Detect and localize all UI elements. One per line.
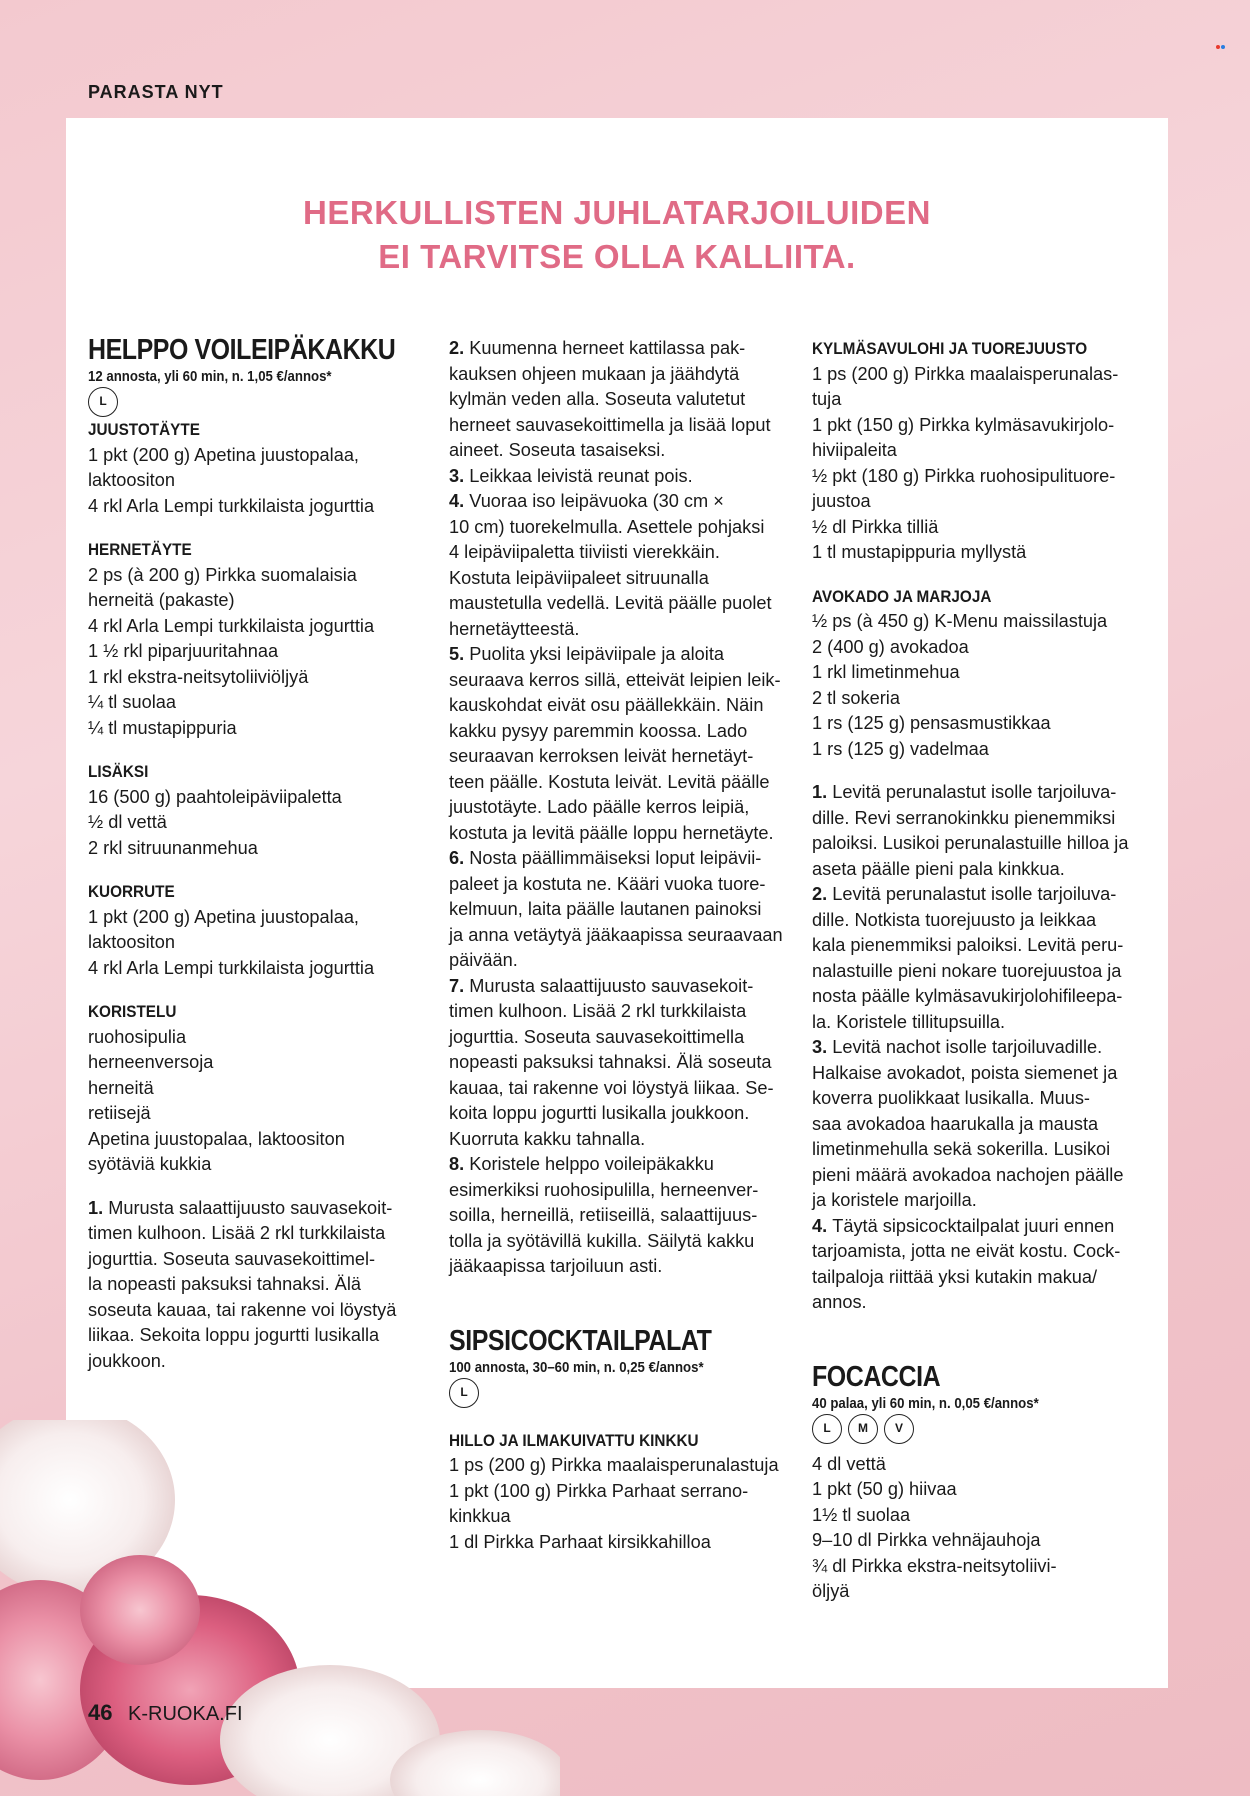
ingredient-line: ¼ tl mustapippuria [88, 717, 237, 738]
ingredient-line: 1 pkt (200 g) Apetina juustopalaa, [88, 906, 359, 927]
spacer [449, 1280, 779, 1324]
ingredient-line: 1 ½ rkl piparjuuritahnaa [88, 641, 279, 661]
step-line: maustetulla vedellä. Levitä päälle puolet [449, 593, 772, 613]
diet-badges [449, 1378, 779, 1408]
spacer [88, 981, 408, 999]
step-line: kakku pysyy paremmin koossa. Lado [449, 720, 748, 741]
ingredient-line: 4 dl vettä [812, 1453, 886, 1474]
step-line: aseta päälle pieni pala kinkkua. [812, 858, 1065, 879]
step-number: 7. [449, 975, 470, 996]
column-2 [449, 336, 783, 1555]
column-3 [812, 336, 1152, 1605]
step-line: pieni määrä avokadoa nachojen päälle [812, 1164, 1124, 1185]
step-line: 4. Vuoraa iso leipävuoka (30 cm × [449, 491, 724, 511]
step-line: 3. Levitä nachot isolle tarjoiluvadille. [812, 1037, 1103, 1057]
ingredient-line: hiviipaleita [812, 440, 897, 460]
ingredient-line: herneitä (pakaste) [88, 590, 235, 610]
diet-badge-l: L [812, 1414, 842, 1444]
step-line: kostuta ja levitä päälle loppu hernetäyte. [449, 822, 774, 843]
ingredient-line: syötäviä kukkia [88, 1154, 212, 1174]
step-line: koita loppu jogurtti lusikalla joukkoon. [449, 1103, 750, 1123]
step-line: Kuorruta kakku tahnalla. [449, 1128, 646, 1149]
ingredient-line: juustoa [812, 491, 871, 511]
ingredient-line: ½ ps (à 450 g) K-Menu maissilastuja [812, 611, 1108, 631]
site-name: K-RUOKA.FI [128, 1703, 243, 1725]
logo-mark [1216, 36, 1226, 42]
ingredient-heading: HILLO JA ILMAKUIVATTU KINKKU [449, 1430, 699, 1450]
step-line: nosta päälle kylmäsavukirjolohifileepa- [812, 986, 1123, 1006]
step-line: paleet ja kostuta ne. Kääri vuoka tuore- [449, 873, 766, 894]
ingredient-line: 1 ps (200 g) Pirkka maalaisperunalas- [812, 363, 1119, 384]
ingredient-line: tuja [812, 389, 842, 409]
recipe-title: FOCACCIA [812, 1360, 941, 1393]
step-line: kelmuun, laita päälle lautanen painoksi [449, 899, 762, 919]
recipe-meta: 100 annosta, 30–60 min, n. 0,25 €/annos* [449, 1358, 704, 1376]
step-line: esimerkiksi ruohosipulilla, herneenver- [449, 1179, 759, 1200]
step-line: 2. Kuumenna herneet kattilassa pak- [449, 338, 746, 358]
step-line: limetinmehulla sekä sokerilla. Lusikoi [812, 1139, 1111, 1159]
diet-badges [812, 1414, 1152, 1444]
section-label: PARASTA NYT [88, 82, 224, 102]
ingredient-line: 1½ tl suolaa [812, 1504, 911, 1525]
step-line: seuraavan kerroksen leivät hernetäyt- [449, 746, 754, 766]
ingredient-line: ½ dl Pirkka tilliä [812, 516, 939, 537]
ingredient-line: herneenversoja [88, 1052, 214, 1072]
step-line: juustotäyte. Lado päälle kerros leipiä, [449, 797, 750, 817]
step-number: 6. [449, 848, 470, 868]
ingredient-line: 16 (500 g) paahtoleipäviipaletta [88, 786, 342, 807]
step-number: 4. [449, 491, 470, 511]
step-line: 4 leipäviipaletta tiiviisti vierekkäin. [449, 542, 720, 562]
ingredient-line: laktoositon [88, 470, 175, 490]
step-number: 1. [812, 782, 833, 802]
ingredient-line: 2 rkl sitruunanmehua [88, 837, 258, 858]
step-line: jääkaapissa tarjoiluun asti. [449, 1256, 663, 1276]
spacer [88, 1178, 408, 1196]
step-line: 2. Levitä perunalastut isolle tarjoiluva- [812, 884, 1117, 904]
footer [88, 1700, 243, 1726]
step-number: 2. [449, 338, 470, 358]
step-line: nopeasti paksuksi tahnaksi. Älä soseuta [449, 1052, 772, 1072]
spacer [88, 861, 408, 879]
spacer [812, 1444, 1152, 1452]
step-line: nalastuille pieni nokare tuorejuustoa ja [812, 960, 1122, 981]
step-line: kylmän veden alla. Soseuta valutetut [449, 389, 746, 409]
column-1 [88, 333, 408, 1374]
ingredient-line: ruohosipulia [88, 1026, 187, 1047]
ingredient-heading: KUORRUTE [88, 882, 175, 901]
ingredient-line: 1 pkt (50 g) hiivaa [812, 1479, 957, 1499]
step-line: jogurttia. Soseuta sauvasekoittimel- [88, 1248, 376, 1269]
step-line: 8. Koristele helppo voileipäkakku [449, 1154, 714, 1174]
ingredient-line: ½ pkt (180 g) Pirkka ruohosipulituore- [812, 465, 1116, 486]
ingredient-line: Apetina juustopalaa, laktoositon [88, 1128, 345, 1149]
ingredient-line: 1 pkt (100 g) Pirkka Parhaat serrano- [449, 1480, 749, 1501]
step-line: dille. Revi serranokinkku pienemmiksi [812, 807, 1116, 828]
step-line: 1. Levitä perunalastut isolle tarjoiluva- [812, 782, 1117, 802]
ingredient-line: 1 dl Pirkka Parhaat kirsikkahilloa [449, 1531, 711, 1552]
step-line: ja anna vetäytyä jääkaapissa seuraavaan [449, 924, 783, 945]
step-line: ja koristele marjoilla. [812, 1190, 977, 1210]
ingredient-line: 1 pkt (200 g) Apetina juustopalaa, [88, 444, 359, 465]
step-line: 7. Murusta salaattijuusto sauvasekoit- [449, 975, 754, 996]
step-line: annos. [812, 1292, 867, 1312]
step-line: 4. Täytä sipsicocktailpalat juuri ennen [812, 1215, 1115, 1236]
ingredient-line: laktoositon [88, 932, 175, 952]
spacer [812, 762, 1152, 780]
step-number: 5. [449, 644, 470, 664]
step-line: soilla, herneillä, retiiseillä, salaattijuus- [449, 1205, 758, 1225]
step-line: 6. Nosta päällimmäiseksi loput leipävii- [449, 848, 762, 868]
step-line: la nopeasti paksuksi tahnaksi. Älä [88, 1274, 361, 1294]
ingredient-line: ¼ tl suolaa [88, 692, 176, 712]
step-line: 5. Puolita yksi leipäviipale ja aloita [449, 644, 725, 664]
step-line: paloiksi. Lusikoi perunalastuille hilloa ja [812, 833, 1129, 853]
step-line: kauaa, tai rakenne voi löystyä liikaa. Se- [449, 1077, 774, 1098]
ingredient-line: 1 tl mustapippuria myllystä [812, 542, 1027, 562]
ingredient-line: 1 rs (125 g) pensasmustikkaa [812, 713, 1051, 733]
ingredient-line: 1 rkl limetinmehua [812, 662, 960, 682]
ingredient-line: ¾ dl Pirkka ekstra-neitsytoliivi- [812, 1555, 1057, 1576]
step-line: kauskohdat eivät osu päällekkäin. Näin [449, 695, 764, 715]
ingredient-line: retiisejä [88, 1103, 151, 1123]
step-line: saa avokadoa haarukalla ja mausta [812, 1113, 1099, 1134]
ingredient-line: 1 rkl ekstra-neitsytoliiviöljyä [88, 666, 309, 687]
page-number: 46 [88, 1700, 113, 1725]
ingredient-line: 4 rkl Arla Lempi turkkilaista jogurttia [88, 495, 375, 516]
step-line: Kostuta leipäviipaleet sitruunalla [449, 567, 709, 588]
headline-line-2: EI TARVITSE OLLA KALLIITA. [378, 238, 856, 275]
step-line: tolla ja syötävillä kukilla. Säilytä kakku [449, 1230, 755, 1251]
spacer [812, 1316, 1152, 1360]
step-number: 2. [812, 884, 833, 904]
diet-badges [88, 387, 408, 417]
step-line: timen kulhoon. Lisää 2 rkl turkkilaista [88, 1223, 386, 1243]
step-line: hernetäytteestä. [449, 618, 580, 639]
spacer [88, 741, 408, 759]
step-number: 8. [449, 1154, 470, 1174]
step-line: 1. Murusta salaattijuusto sauvasekoit- [88, 1197, 393, 1218]
step-line: kauksen ohjeen mukaan ja jäähdytä [449, 363, 740, 384]
step-line: kala pienemmiksi paloiksi. Levitä peru- [812, 935, 1124, 955]
step-number: 3. [449, 465, 470, 486]
step-line: la. Koristele tillitupsuilla. [812, 1011, 1006, 1032]
step-line: tailpaloja riittää yksi kutakin makua/ [812, 1266, 1098, 1287]
ingredient-line: 1 ps (200 g) Pirkka maalaisperunalastuja [449, 1455, 779, 1475]
step-number: 3. [812, 1037, 833, 1057]
diet-badge-l: L [88, 387, 118, 417]
recipe-title: HELPPO VOILEIPÄKAKKU [88, 334, 396, 366]
step-number: 1. [88, 1197, 109, 1218]
spacer [812, 566, 1152, 584]
step-line: herneet sauvasekoittimella ja lisää loput [449, 414, 771, 435]
ingredient-line: 1 pkt (150 g) Pirkka kylmäsavukirjolo- [812, 414, 1115, 435]
step-line: jogurttia. Soseuta sauvasekoittimella [449, 1026, 745, 1047]
recipe-title: SIPSICOCKTAILPALAT [449, 1324, 712, 1357]
step-line: aineet. Soseuta tasaiseksi. [449, 440, 666, 460]
step-line: dille. Notkista tuorejuusto ja leikkaa [812, 909, 1097, 930]
diet-badge-l: L [449, 1378, 479, 1408]
headline-line-1: HERKULLISTEN JUHLATARJOILUIDEN [303, 194, 931, 231]
step-line: liikaa. Sekoita loppu jogurtti lusikalla [88, 1325, 380, 1345]
diet-badge-v: V [884, 1414, 914, 1444]
ingredient-line: ½ dl vettä [88, 812, 167, 832]
step-line: teen päälle. Kostuta leivät. Levitä päälle [449, 771, 770, 792]
step-line: Halkaise avokadot, poista siemenet ja [812, 1062, 1118, 1083]
ingredient-line: 4 rkl Arla Lempi turkkilaista jogurttia [88, 615, 375, 636]
recipe-meta: 12 annosta, yli 60 min, n. 1,05 €/annos* [88, 368, 332, 385]
ingredient-line: 2 tl sokeria [812, 687, 900, 708]
spacer [88, 519, 408, 537]
recipe-meta: 40 palaa, yli 60 min, n. 0,05 €/annos* [812, 1394, 1039, 1412]
flowers-decoration [0, 1420, 560, 1796]
ingredient-line: 1 rs (125 g) vadelmaa [812, 738, 989, 759]
ingredient-heading: KYLMÄSAVULOHI JA TUOREJUUSTO [812, 339, 1088, 358]
step-line: joukkoon. [88, 1350, 166, 1371]
ingredient-line: 2 ps (à 200 g) Pirkka suomalaisia [88, 564, 357, 585]
ingredient-line: 9–10 dl Pirkka vehnäjauhoja [812, 1530, 1041, 1550]
ingredient-heading: LISÄKSI [88, 762, 149, 781]
ingredient-heading: KORISTELU [88, 1002, 177, 1021]
step-number: 4. [812, 1215, 833, 1236]
step-line: 3. Leikkaa leivistä reunat pois. [449, 465, 693, 486]
diet-badge-m: M [848, 1414, 878, 1444]
ingredient-heading: JUUSTOTÄYTE [88, 420, 200, 439]
ingredient-line: herneitä [88, 1077, 154, 1098]
ingredient-line: 4 rkl Arla Lempi turkkilaista jogurttia [88, 957, 375, 978]
step-line: timen kulhoon. Lisää 2 rkl turkkilaista [449, 1001, 747, 1021]
step-line: päivään. [449, 950, 518, 970]
ingredient-line: kinkkua [449, 1506, 511, 1526]
ingredient-line: öljyä [812, 1581, 850, 1601]
step-line: 10 cm) tuorekelmulla. Asettele pohjaksi [449, 516, 765, 537]
step-line: koverra puolikkaat lusikalla. Muus- [812, 1088, 1090, 1108]
ingredient-heading: AVOKADO JA MARJOJA [812, 586, 992, 606]
ingredient-line: 2 (400 g) avokadoa [812, 636, 969, 657]
step-line: tarjoamista, jotta ne eivät kostu. Cock- [812, 1241, 1121, 1261]
ingredient-heading: HERNETÄYTE [88, 540, 192, 559]
step-line: seuraava kerros sillä, etteivät leipien leik- [449, 669, 781, 690]
step-line: soseuta kauaa, tai rakenne voi löystyä [88, 1299, 397, 1320]
